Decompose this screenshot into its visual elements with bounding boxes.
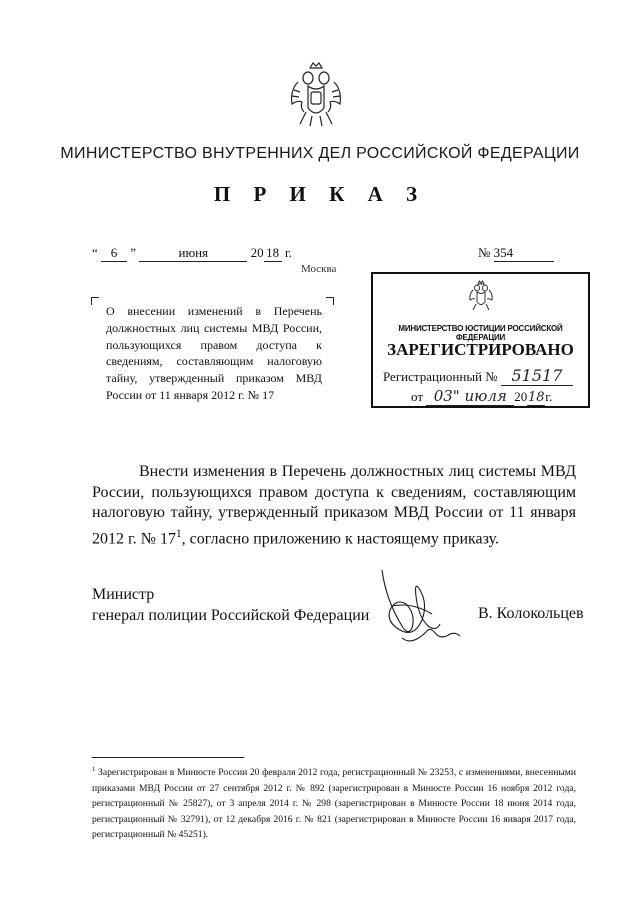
date-close-quote: ”	[130, 245, 137, 260]
stamp-date-value: 03" июля	[426, 387, 514, 406]
body-text-end: , согласно приложению к настоящему приказу.	[181, 529, 500, 547]
stamp-year-abbr: г.	[545, 389, 553, 404]
coat-of-arms-emblem	[286, 60, 346, 130]
footnote	[92, 762, 576, 843]
signatory-rank: генерал полиции Российской Федерации	[92, 606, 370, 624]
date-open-quote: “	[92, 245, 98, 260]
stamp-reg-number: 51517	[501, 366, 573, 386]
subject-corner-right	[326, 297, 334, 305]
date-day: 6	[101, 245, 127, 262]
date-month: июня	[139, 245, 247, 262]
signatory-position: Министр	[92, 586, 155, 603]
stamp-ministry-name: МИНИСТЕРСТВО ЮСТИЦИИ РОССИЙСКОЙ ФЕДЕРАЦИИ	[398, 324, 563, 342]
footnote-marker: 1	[92, 766, 96, 773]
stamp-registration-line	[383, 366, 573, 386]
stamp-date-prefix: от	[411, 389, 424, 404]
subject-corner-left	[91, 297, 99, 305]
order-number-value: 354	[494, 245, 554, 262]
footnote-divider	[92, 757, 244, 758]
signatory-title	[92, 585, 369, 626]
stamp-date-line	[411, 387, 552, 406]
stamp-year-prefix: 20	[514, 389, 528, 404]
stamp-emblem-icon	[467, 280, 495, 312]
handwritten-signature	[372, 566, 472, 656]
signatory-name: В. Колокольцев	[478, 605, 584, 622]
date-year-abbr: г.	[284, 245, 292, 260]
order-date	[92, 245, 292, 262]
date-year-prefix: 20	[250, 245, 264, 260]
stamp-year-suffix: 18	[527, 390, 545, 405]
order-number	[478, 245, 554, 262]
ministry-title: МИНИСТЕРСТВО ВНУТРЕННИХ ДЕЛ РОССИЙСКОЙ ФЕДЕРАЦИИ	[60, 145, 580, 162]
registration-stamp	[371, 272, 590, 408]
order-body-text	[92, 462, 576, 549]
body-main-text: Внести изменения в Перечень должностных лиц системы МВД России, пользующихся правом доступа к сведениям, составляющим налоговую тайну, утвержденный приказом МВД России от 11 января 2012 г. № 17	[92, 463, 576, 547]
document-type-title: П Р И К А З	[213, 182, 427, 206]
stamp-reg-label: Регистрационный №	[383, 369, 498, 384]
city-label: Москва	[301, 263, 337, 275]
date-year-suffix: 18	[264, 245, 282, 262]
footnote-text: Зарегистрирован в Минюсте России 20 февраля 2012 года, регистрационный № 23253, с изменениями, внесенными приказами МВД России от 27 сентября 2012 г. № 892 (зарегистрирован в Минюсте России 16 ноября 2012 года, регистрационный № 25827), от 3 апреля 2014 г. № 298 (зарегистрирован в Минюсте России 18 июня 2014 года, регистрационный № 32791), от 12 декабря 2016 г. № 821 (зарегистрирован в Минюсте России 16 января 2017 года, регистрационный № 45251).	[92, 767, 576, 841]
footnote-reference: 1	[176, 527, 182, 540]
stamp-registered-label: ЗАРЕГИСТРИРОВАНО	[387, 340, 574, 359]
order-number-label: №	[478, 245, 491, 260]
order-subject: О внесении изменений в Перечень должностных лиц системы МВД России, пользующихся правом доступа к сведениям, составляющим налоговую тайну, утвержденный приказом МВД России от 11 января 2012 г. № 17	[106, 304, 322, 402]
